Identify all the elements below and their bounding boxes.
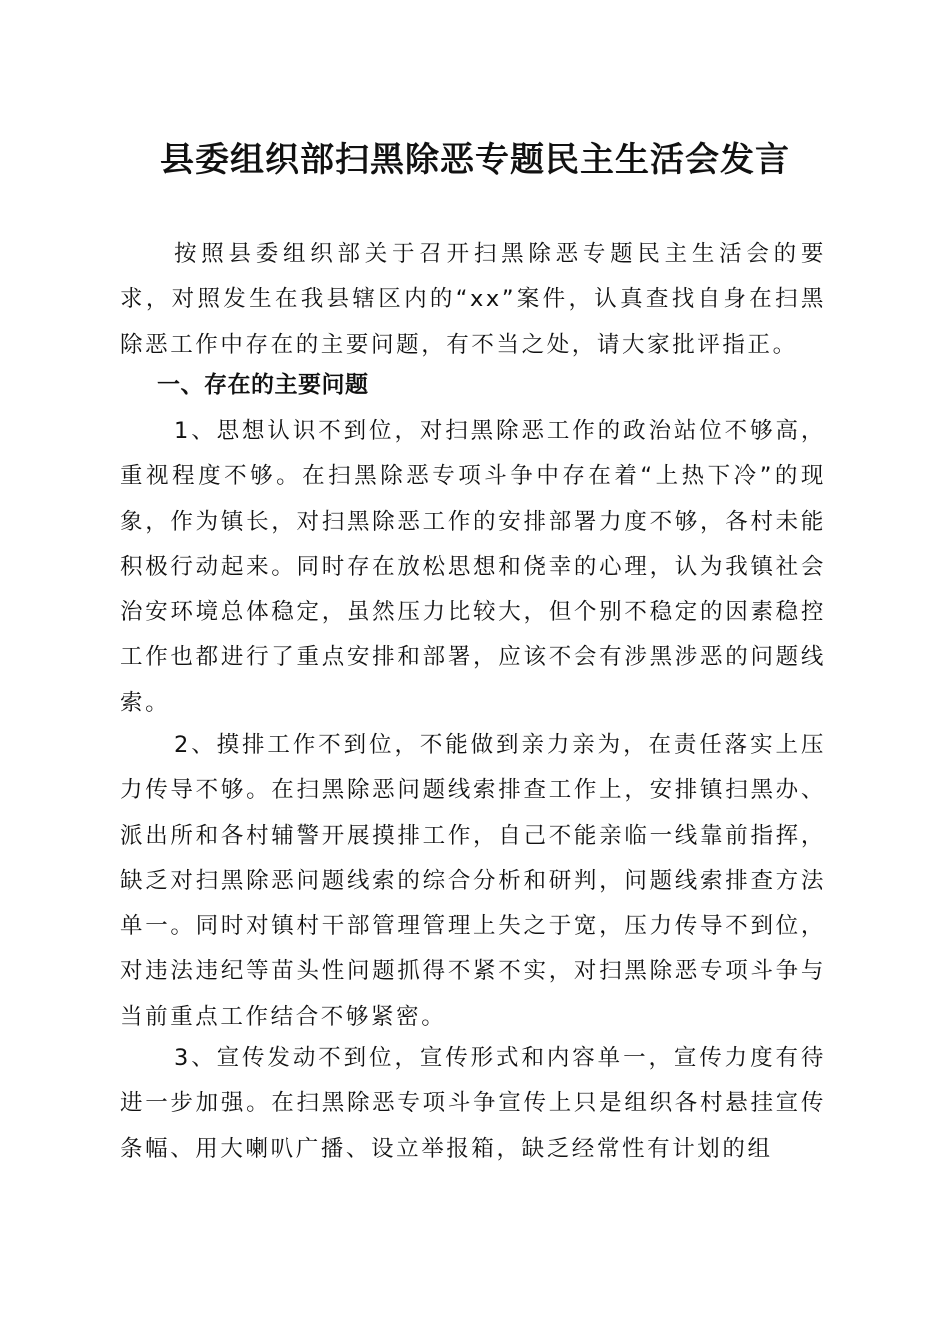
document-title: 县委组织部扫黑除恶专题民主生活会发言: [160, 140, 790, 180]
paragraph-item: 1、思想认识不到位，对扫黑除恶工作的政治站位不够高，重视程度不够。在扫黑除恶专项斗争中存在着“上热下冷”的现象，作为镇长，对扫黑除恶工作的安排部署力度不够，各村未能积极行动起来。同时存在放松思想和侥幸的心理，认为我镇社会治安环境总体稳定，虽然压力比较大，但个别不稳定的因素稳控工作也都进行了重点安排和部署，应该不会有涉黑涉恶的问题线索。: [120, 418, 826, 716]
paragraph-item: 2、摸排工作不到位，不能做到亲力亲为，在责任落实上压力传导不够。在扫黑除恶问题线索排查工作上，安排镇扫黑办、派出所和各村辅警开展摸排工作，自己不能亲临一线靠前指挥，缺乏对扫黑除恶问题线索的综合分析和研判，问题线索排查方法单一。同时对镇村干部管理管理上失之于宽，压力传导不到位，对违法违纪等苗头性问题抓得不紧不实，对扫黑除恶专项斗争与当前重点工作结合不够紧密。: [120, 732, 826, 1030]
intro-paragraph: 按照县委组织部关于召开扫黑除恶专题民主生活会的要求，对照发生在我县辖区内的“xx”案件，认真查找自身在扫黑除恶工作中存在的主要问题，有不当之处，请大家批评指正。: [120, 241, 826, 358]
section-heading: 一、存在的主要问题: [157, 372, 369, 398]
paragraph-item: 3、宣传发动不到位，宣传形式和内容单一，宣传力度有待进一步加强。在扫黑除恶专项斗争宣传上只是组织各村悬挂宣传条幅、用大喇叭广播、设立举报箱，缺乏经常性有计划的组: [120, 1045, 826, 1162]
